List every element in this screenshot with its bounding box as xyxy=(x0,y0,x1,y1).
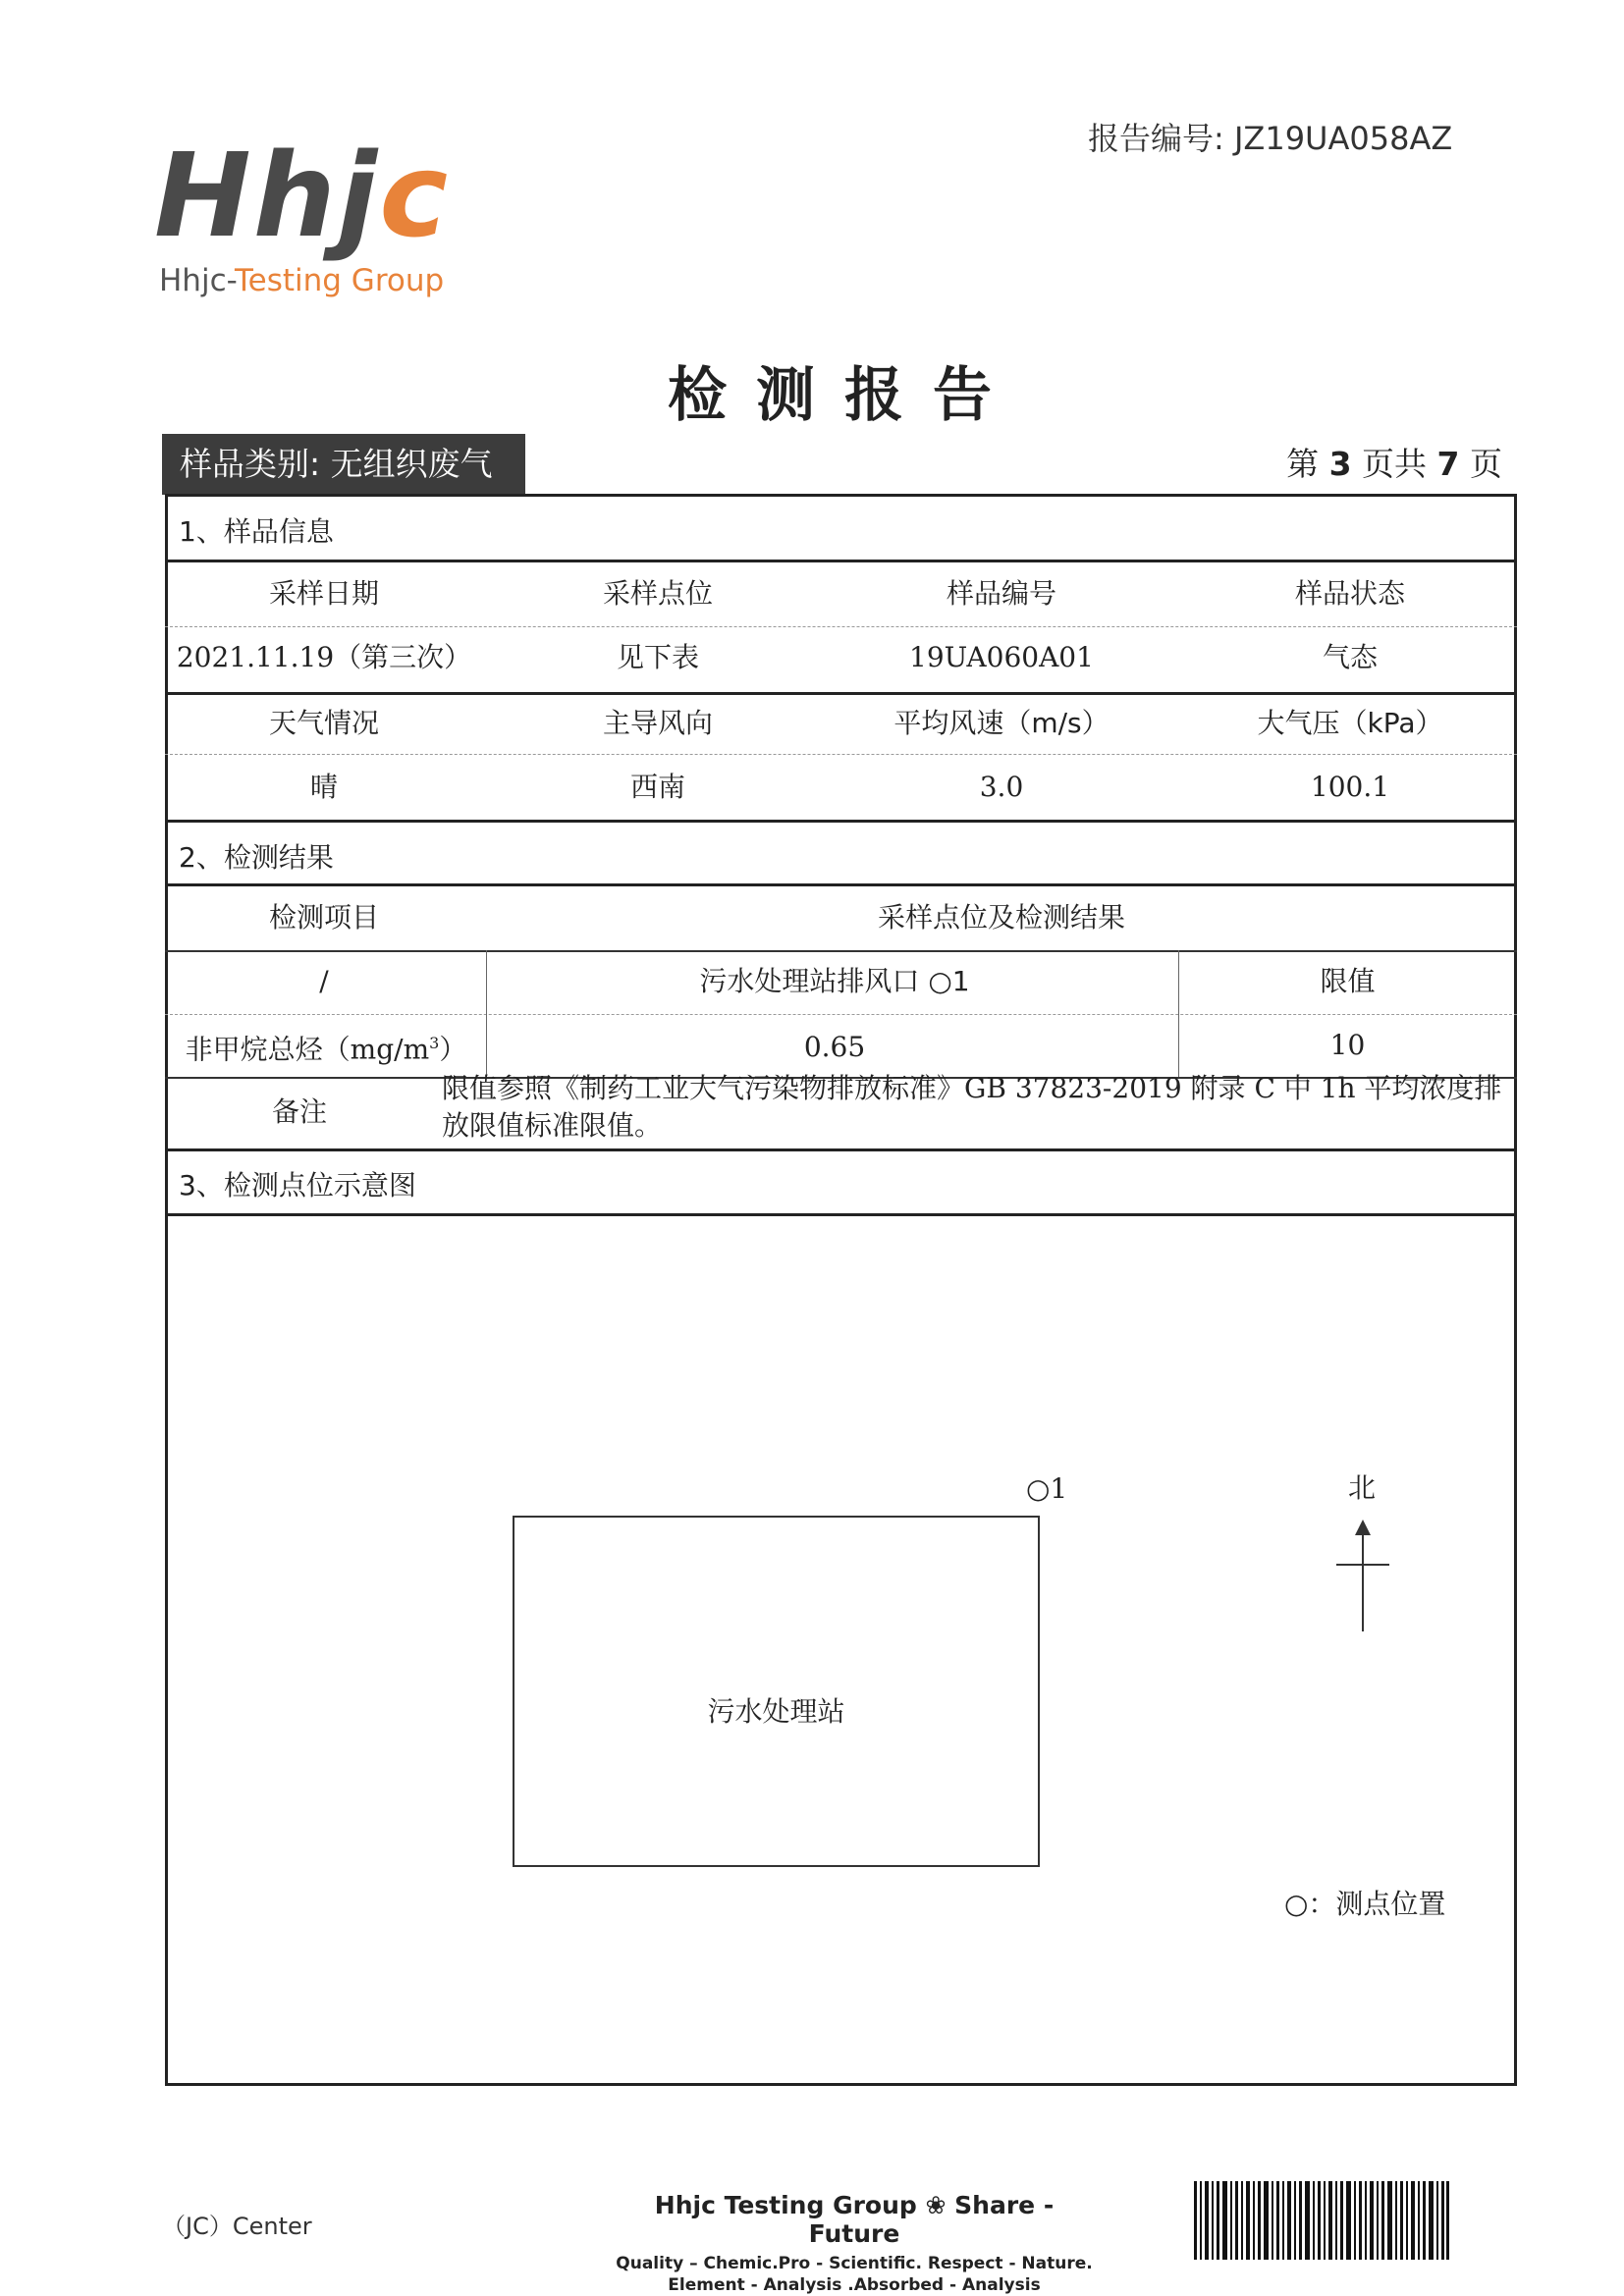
north-label: 北 xyxy=(1348,1471,1377,1504)
rule xyxy=(165,1014,1517,1015)
logo-text-accent: c xyxy=(379,128,451,263)
header-sampling-date: 采样日期 xyxy=(268,577,379,610)
rule xyxy=(165,820,1517,823)
sub-header-point: 污水处理站排风口 ○1 xyxy=(699,965,970,997)
footer-slogan-line-3: Element - Analysis .Absorbed - Analysis xyxy=(668,2275,1041,2295)
sub-header-limit: 限值 xyxy=(1320,965,1376,997)
value-pressure: 100.1 xyxy=(1310,771,1390,803)
footer-slogan-line-2: Quality – Chemic.Pro - Scientific. Respect - Nature. xyxy=(616,2254,1093,2273)
test-limit-value: 10 xyxy=(1329,1029,1366,1061)
value-wind-direction: 西南 xyxy=(629,771,685,803)
footer-slogan xyxy=(609,2191,1100,2295)
rule xyxy=(165,883,1517,886)
header-sample-state: 样品状态 xyxy=(1294,577,1405,610)
legend-measurement-point: ○：测点位置 xyxy=(1284,1888,1446,1920)
page-current: 3 xyxy=(1328,445,1352,483)
rule xyxy=(165,950,1517,952)
logo-text-main: Hhj xyxy=(154,128,380,263)
test-item-name: 非甲烷总烃（mg/m xyxy=(185,1033,430,1066)
monitoring-point-1: ○1 xyxy=(1026,1472,1068,1505)
remark-text: 限值参照《制药工业大气污染物排放标准》GB 37823-2019 附录 C 中 1h 平均浓度排放限值标准限值。 xyxy=(442,1072,1502,1142)
rule xyxy=(165,754,1517,755)
page-suffix: 页 xyxy=(1470,445,1502,483)
rule xyxy=(165,626,1517,627)
header-points-results: 采样点位及检测结果 xyxy=(877,901,1125,934)
logo-subtitle-accent: Testing Group xyxy=(234,263,445,298)
rule xyxy=(165,560,1517,562)
test-item-unit-exponent: 3 xyxy=(429,1034,440,1052)
value-sample-state: 气态 xyxy=(1322,641,1378,673)
sewage-station-label: 污水处理站 xyxy=(707,1695,845,1728)
page-prefix: 第 xyxy=(1286,445,1320,483)
value-sampling-point: 见下表 xyxy=(616,641,699,673)
logo-subtitle-prefix: Hhjc- xyxy=(159,263,235,298)
rule xyxy=(165,1148,1517,1151)
value-weather: 晴 xyxy=(309,771,338,803)
barcode-icon xyxy=(1194,2181,1449,2260)
page-middle: 页共 xyxy=(1362,445,1428,483)
logo-subtitle xyxy=(159,263,444,298)
value-sample-id: 19UA060A01 xyxy=(909,641,1094,673)
test-item-nmhc xyxy=(169,1027,483,1066)
sample-category-label: 样品类别: xyxy=(180,445,321,483)
header-pressure: 大气压（kPa） xyxy=(1257,707,1443,739)
sub-header-slash: / xyxy=(319,965,329,997)
column-divider xyxy=(486,950,487,1077)
header-wind-speed: 平均风速（m/s） xyxy=(893,707,1110,739)
report-number xyxy=(1088,114,1452,159)
north-arrow-icon xyxy=(1330,1520,1395,1633)
rule xyxy=(165,692,1517,695)
value-sampling-date: 2021.11.19（第三次） xyxy=(176,641,472,673)
header-wind-direction: 主导风向 xyxy=(602,707,713,739)
section-3-title: 3、检测点位示意图 xyxy=(179,1169,416,1201)
document-title: 检测报告 xyxy=(668,361,1021,430)
rule xyxy=(165,1213,1517,1216)
page-total: 7 xyxy=(1436,445,1460,483)
section-2-title: 2、检测结果 xyxy=(179,841,334,874)
test-result-value: 0.65 xyxy=(803,1031,866,1063)
test-item-unit-close: ） xyxy=(439,1033,467,1066)
header-sampling-point: 采样点位 xyxy=(602,577,713,610)
page-indicator xyxy=(1257,439,1502,485)
sample-category-badge xyxy=(162,434,525,495)
footer-slogan-line-1: Hhjc Testing Group ❀ Share - Future xyxy=(654,2191,1055,2248)
report-number-value: JZ19UA058AZ xyxy=(1233,120,1453,157)
header-sample-id: 样品编号 xyxy=(946,577,1056,610)
header-weather: 天气情况 xyxy=(268,707,379,739)
footer-center-label: （JC）Center xyxy=(162,2213,312,2240)
report-number-label: 报告编号: xyxy=(1088,120,1224,157)
remark-label: 备注 xyxy=(271,1095,327,1128)
value-wind-speed: 3.0 xyxy=(979,771,1024,803)
sample-category-value: 无组织废气 xyxy=(330,445,493,483)
header-test-item: 检测项目 xyxy=(268,901,379,934)
company-logo xyxy=(154,128,451,263)
section-1-title: 1、样品信息 xyxy=(179,515,334,548)
